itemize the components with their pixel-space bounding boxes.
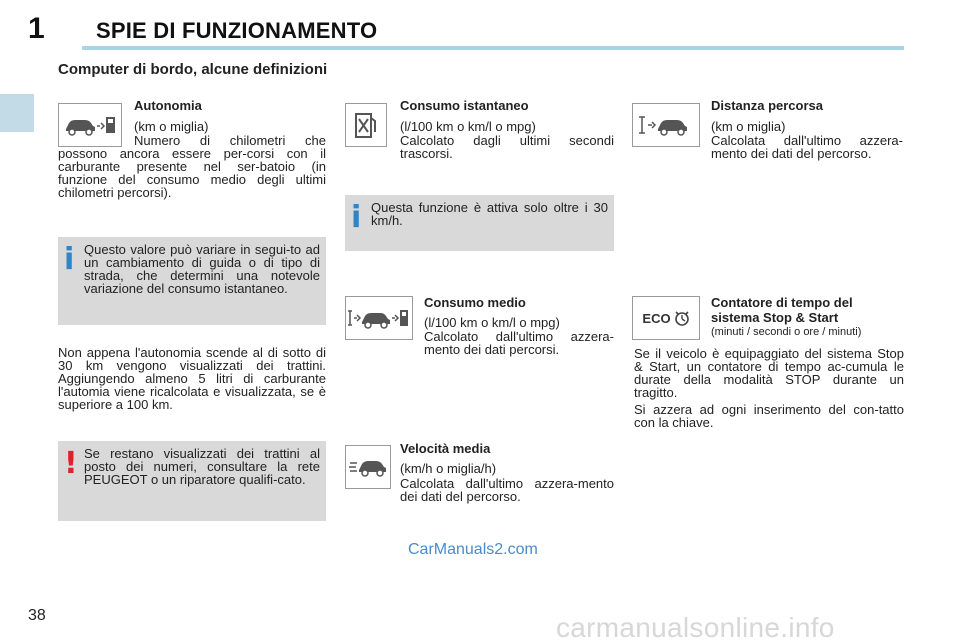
- stop-start-title: Contatore di tempo del sistema Stop & Start: [711, 295, 853, 325]
- info-note-speed-text: Questa funzione è attiva solo oltre i 30 km/h.: [371, 200, 608, 228]
- eco-label: ECO: [642, 310, 671, 326]
- section-title: Computer di bordo, alcune definizioni: [58, 61, 328, 78]
- warning-note: [58, 441, 326, 521]
- car-average-fuel-icon: [345, 296, 413, 340]
- page-title: SPIE DI FUNZIONAMENTO: [96, 18, 378, 43]
- chapter-number: 1: [28, 12, 45, 45]
- velocita-media-description: Calcolata dall'ultimo azzera-mento dei dati del percorso.: [400, 476, 614, 504]
- velocita-media-title: Velocità media: [400, 441, 491, 456]
- info-icon: i: [64, 242, 75, 277]
- stop-start-reset-note: Si azzera ad ogni inserimento del con-tatto con la chiave.: [634, 402, 904, 430]
- info-note-autonomia: [58, 237, 326, 325]
- info-icon: i: [351, 200, 362, 235]
- stop-start-unit: (minuti / secondi o ore / minuti): [711, 326, 862, 338]
- consumo-istantaneo-description: Calcolato dagli ultimi secondi trascorsi.: [400, 133, 614, 161]
- distanza-percorsa-title: Distanza percorsa: [711, 98, 823, 113]
- warning-icon: !: [64, 446, 78, 481]
- watermark-link[interactable]: CarManuals2.com: [408, 541, 538, 558]
- consumo-medio-unit: (l/100 km o km/l o mpg): [424, 315, 560, 330]
- autonomia-description: Numero di chilometri che possono ancora essere per-corsi con il carburante presente nel ser-batoio (in funzione del consumo medio degli ultimi chilometri percorsi).: [58, 133, 326, 200]
- consumo-medio-description: Calcolato dall'ultimo azzera-mento dei dati percorsi.: [424, 329, 614, 357]
- stop-start-description: Se il veicolo è equipaggiato del sistema Stop & Start, un contatore di tempo ac-cumula le durate della modalità STOP durante un tragitto.: [634, 346, 904, 400]
- car-distance-icon: [632, 103, 700, 147]
- consumo-istantaneo-title: Consumo istantaneo: [400, 98, 529, 113]
- consumo-medio-title: Consumo medio: [424, 295, 526, 310]
- fuel-pump-icon: [345, 103, 387, 147]
- info-note-speed: [345, 195, 614, 251]
- consumo-istantaneo-unit: (l/100 km o km/l o mpg): [400, 119, 536, 134]
- car-speed-icon: [345, 445, 391, 489]
- page-number: 38: [28, 607, 46, 624]
- chapter-tab-marker: [0, 94, 34, 132]
- distanza-percorsa-description: Calcolata dall'ultimo azzera-mento dei dati del percorso.: [711, 133, 903, 161]
- warning-note-text: Se restano visualizzati dei trattini al posto dei numeri, consultare la rete PEUGEOT o un riparatore qualifi-cato.: [84, 446, 320, 487]
- autonomia-unit: (km o miglia): [134, 119, 209, 134]
- eco-timer-icon: [632, 296, 700, 340]
- info-note-text: Questo valore può variare in segui-to ad un cambiamento di guida o di tipo di strada, che determini una notevole variazione del consumo istantaneo.: [84, 242, 320, 296]
- distanza-percorsa-unit: (km o miglia): [711, 119, 786, 134]
- autonomia-dashes-text: Non appena l'autonomia scende al di sotto di 30 km vengono visualizzati dei trattini. Aggiungendo almeno 5 litri di carburante l'automia viene ricalcolata e visualizzata, se è superiore a 100 km.: [58, 345, 326, 412]
- header-divider: [82, 46, 904, 50]
- autonomia-title: Autonomia: [134, 98, 202, 113]
- footer-watermark: carmanualsonline.info: [556, 612, 835, 643]
- velocita-media-unit: (km/h o miglia/h): [400, 461, 497, 476]
